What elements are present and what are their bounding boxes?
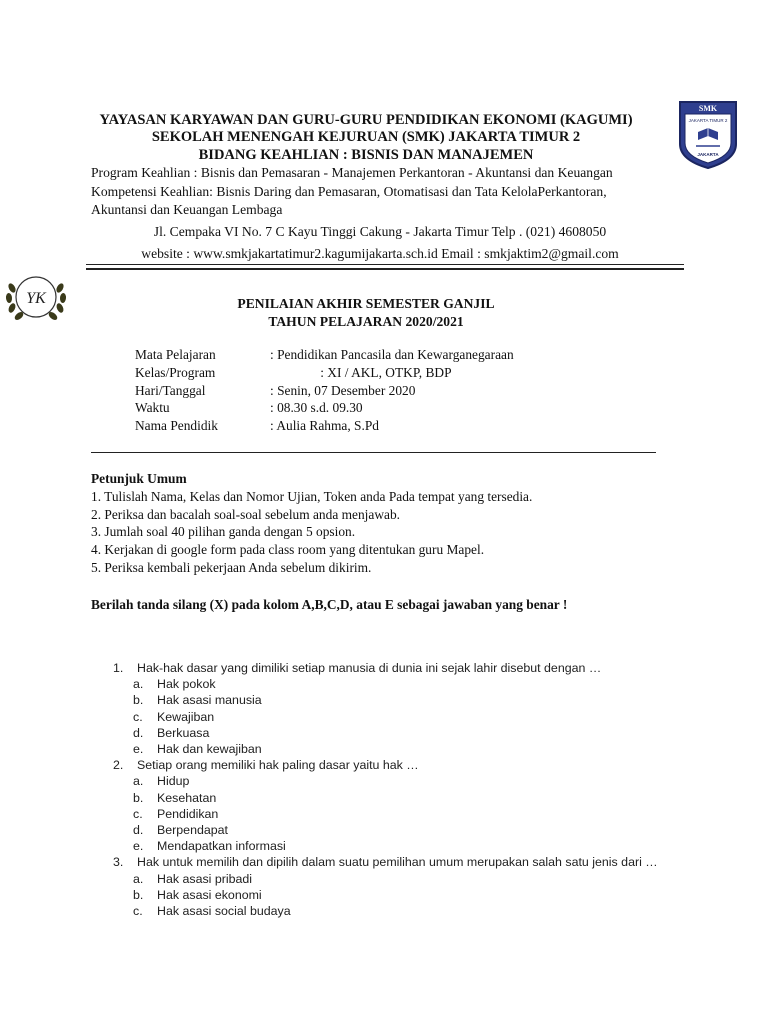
option-text: Hak dan kewajiban (157, 742, 262, 757)
question-number: 1. (113, 661, 124, 675)
instruction-item: 2. Periksa dan bacalah soal-soal sebelum anda menjawab. (91, 506, 400, 522)
question (113, 757, 658, 773)
question-number: 2. (113, 758, 124, 773)
question-text: Setiap orang memiliki hak paling dasar yaitu hak … (137, 758, 419, 773)
option-letter: e. (133, 742, 144, 757)
instruction-item: 3. Jumlah soal 40 pilihan ganda dengan 5 opsion. (91, 524, 356, 540)
exam-year: TAHUN PELAJARAN 2020/2021 (268, 314, 464, 329)
option-text: Hak asasi pribadi (157, 871, 253, 886)
answer-option[interactable] (113, 741, 658, 757)
option-letter: d. (133, 725, 144, 740)
question (113, 660, 658, 676)
option-text: Kesehatan (157, 790, 217, 805)
yk-logo-text: YK (26, 290, 46, 307)
answer-option[interactable] (113, 838, 658, 854)
option-text: Hak pokok (157, 677, 216, 692)
answer-option[interactable] (113, 709, 658, 725)
school-address: Jl. Cempaka VI No. 7 C Kayu Tinggi Cakung - Jakarta Timur Telp . (021) 4608050 (153, 224, 607, 239)
option-text: Pendidikan (157, 806, 219, 821)
answer-option[interactable] (113, 692, 658, 708)
answer-option[interactable] (113, 773, 658, 789)
info-row (135, 399, 514, 417)
smk-logo (676, 96, 740, 170)
option-text: Berkuasa (157, 725, 210, 740)
question-number: 3. (113, 855, 124, 870)
answer-option[interactable] (113, 871, 658, 887)
answer-option[interactable] (113, 822, 658, 838)
info-row (135, 417, 514, 435)
option-letter: c. (133, 709, 143, 724)
program-text: Program Keahlian : Bisnis dan Pemasaran - Manajemen Perkantoran - Akuntansi dan Keuangan Kompetensi Keahlian: Bisnis Daring dan Pemasaran, Otomatisasi dan Tata KelolaPerkantoran, Akuntansi dan Keuangan Lembaga (91, 165, 613, 217)
info-rule (91, 452, 656, 453)
option-text: Hak asasi ekonomi (157, 887, 262, 902)
info-label: Hari/Tanggal (135, 382, 206, 398)
info-label: Kelas/Program (135, 364, 216, 380)
answer-option[interactable] (113, 790, 658, 806)
info-value: : XI / AKL, OTKP, BDP (270, 364, 452, 380)
option-letter: e. (133, 839, 144, 854)
info-label: Waktu (135, 400, 170, 416)
info-value: : 08.30 s.d. 09.30 (270, 400, 363, 416)
option-letter: a. (133, 677, 144, 692)
info-value: : Pendidikan Pancasila dan Kewarganegaraan (270, 347, 514, 362)
question-list (113, 660, 658, 919)
option-text: Hidup (157, 774, 190, 789)
info-value: : Aulia Rahma, S.Pd (270, 418, 379, 434)
question (113, 854, 658, 870)
exam-info (135, 346, 514, 435)
info-row (135, 346, 514, 364)
header-rule-2 (86, 268, 684, 270)
info-row (135, 364, 514, 382)
question-text: Hak untuk memilih dan dipilih dalam suatu pemilihan umum merupakan salah satu jenis dari … (137, 855, 658, 870)
general-instructions (91, 470, 532, 577)
option-text: Mendapatkan informasi (157, 839, 286, 854)
answer-option[interactable] (113, 887, 658, 903)
smk-logo-text: SMK (698, 104, 718, 113)
instruction-item: 5. Periksa kembali pekerjaan Anda sebelum dikirim. (91, 559, 372, 575)
option-letter: a. (133, 871, 144, 886)
question-text: Hak-hak dasar yang dimiliki setiap manusia di dunia ini sejak lahir disebut dengan … (137, 661, 602, 675)
school-website: website : www.smkjakartatimur2.kagumijakarta.sch.id Email : smkjaktim2@gmail.com (141, 246, 619, 261)
option-letter: c. (133, 806, 143, 821)
smk-logo-bottom-text: JAKARTA (697, 152, 719, 157)
info-row (135, 382, 514, 400)
answer-instruction: Berilah tanda silang (X) pada kolom A,B,C,D, atau E sebagai jawaban yang benar ! (91, 597, 568, 612)
option-letter: c. (133, 904, 143, 919)
option-letter: d. (133, 823, 144, 838)
answer-option[interactable] (113, 676, 658, 692)
exam-title: PENILAIAN AKHIR SEMESTER GANJIL (237, 296, 495, 311)
option-letter: b. (133, 693, 144, 708)
option-letter: b. (133, 790, 144, 805)
answer-option[interactable] (113, 725, 658, 741)
option-letter: a. (133, 774, 144, 789)
instructions-heading: Petunjuk Umum (91, 471, 187, 486)
answer-option[interactable] (113, 903, 658, 919)
school-title: SEKOLAH MENENGAH KEJURUAN (SMK) JAKARTA TIMUR 2 (151, 129, 581, 145)
info-value: : Senin, 07 Desember 2020 (270, 382, 416, 398)
foundation-title: YAYASAN KARYAWAN DAN GURU-GURU PENDIDIKAN EKONOMI (KAGUMI) (99, 112, 633, 128)
instruction-item: 4. Kerjakan di google form pada class room yang ditentukan guru Mapel. (91, 542, 485, 558)
option-text: Kewajiban (157, 709, 215, 724)
option-letter: b. (133, 887, 144, 902)
option-text: Berpendapat (157, 823, 228, 838)
option-text: Hak asasi social budaya (157, 904, 291, 919)
option-text: Hak asasi manusia (157, 693, 262, 708)
instruction-item: 1. Tulislah Nama, Kelas dan Nomor Ujian, Token anda Pada tempat yang tersedia. (91, 488, 533, 504)
info-label: Mata Pelajaran (135, 347, 216, 362)
field-title: BIDANG KEAHLIAN : BISNIS DAN MANAJEMEN (198, 147, 534, 163)
header-rule-1 (86, 264, 684, 265)
smk-logo-ring-text: JAKARTA TIMUR 2 (688, 118, 728, 123)
answer-option[interactable] (113, 806, 658, 822)
info-label: Nama Pendidik (135, 418, 218, 434)
